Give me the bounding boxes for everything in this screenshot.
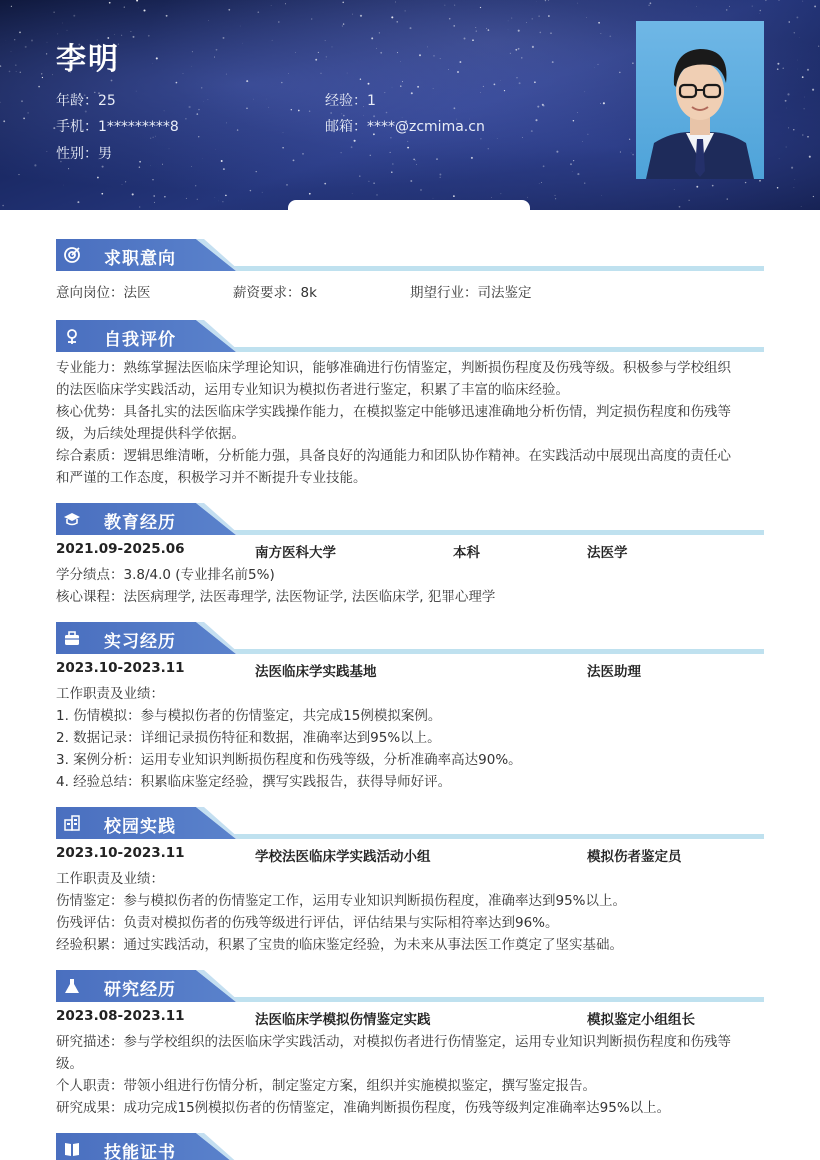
- research-details: [56, 1031, 764, 1119]
- section-header-education: [56, 503, 764, 535]
- header-notch: [288, 200, 530, 214]
- section-header-self: [56, 320, 764, 352]
- edu-date: 2021.09-2025.06: [56, 541, 185, 557]
- experience-field: 经验：1: [325, 93, 376, 109]
- section-header-campus: [56, 807, 764, 839]
- intent-salary: 薪资要求：8k: [233, 285, 317, 301]
- text-line: 学分绩点：3.8/4.0 (专业排名前5%): [56, 567, 275, 583]
- text-line: 研究成果：成功完成15例模拟伤者的伤情鉴定，准确判断损伤程度，伤残等级判定准确率达95%以上。: [56, 1100, 671, 1116]
- target-icon: [63, 246, 81, 264]
- campus-org: 学校法医临床学实践活动小组: [255, 849, 431, 865]
- text-line: 伤情鉴定：参与模拟伤者的伤情鉴定工作，运用专业知识判断损伤程度，准确率达到95%以上。: [56, 893, 627, 909]
- intent-position: 意向岗位：法医: [56, 285, 151, 301]
- research-date: 2023.08-2023.11: [56, 1008, 185, 1024]
- section-title: 技能证书: [104, 1143, 176, 1160]
- section-header-intent: [56, 239, 764, 271]
- text-line: 综合素质：逻辑思维清晰，分析能力强，具备良好的沟通能力和团队协作精神。在实践活动中展现出高度的责任心: [56, 448, 731, 464]
- self-evaluation-text: [56, 357, 764, 489]
- header-banner: [0, 0, 820, 210]
- edu-degree: 本科: [453, 545, 480, 561]
- text-line: 工作职责及业绩：: [56, 686, 164, 702]
- phone-field: 手机：1*********8: [56, 119, 179, 135]
- text-line: 级。: [56, 1056, 83, 1072]
- text-line: 伤残评估：负责对模拟伤者的伤残等级进行评估，评估结果与实际相符率达到96%。: [56, 915, 559, 931]
- flask-icon: [63, 977, 81, 995]
- text-line: 核心课程：法医病理学, 法医毒理学, 法医物证学, 法医临床学, 犯罪心理学: [56, 589, 496, 605]
- section-header-internship: [56, 622, 764, 654]
- section-title: 研究经历: [104, 980, 176, 1000]
- edu-major: 法医学: [587, 545, 628, 561]
- age-field: 年龄：25: [56, 93, 116, 109]
- intern-org: 法医临床学实践基地: [255, 664, 377, 680]
- text-line: 核心优势：具备扎实的法医临床学实践操作能力，在模拟鉴定中能够迅速准确地分析伤情，判定损伤程度和伤残等: [56, 404, 731, 420]
- text-line: 2. 数据记录：详细记录损伤特征和数据，准确率达到95%以上。: [56, 730, 441, 746]
- candidate-name: 李明: [56, 42, 120, 77]
- section-header-skills: [56, 1133, 764, 1160]
- text-line: 3. 案例分析：运用专业知识判断损伤程度和伤残等级，分析准确率高达90%。: [56, 752, 522, 768]
- intent-industry: 期望行业：司法鉴定: [410, 285, 532, 301]
- text-line: 个人职责：带领小组进行伤情分析，制定鉴定方案，组织并实施模拟鉴定，撰写鉴定报告。: [56, 1078, 596, 1094]
- edu-school: 南方医科大学: [255, 545, 336, 561]
- text-line: 1. 伤情模拟：参与模拟伤者的伤情鉴定，共完成15例模拟案例。: [56, 708, 442, 724]
- text-line: 工作职责及业绩：: [56, 871, 164, 887]
- text-line: 和严谨的工作态度，积极学习并不断提升专业技能。: [56, 470, 367, 486]
- section-header-research: [56, 970, 764, 1002]
- campus-details: [56, 868, 764, 956]
- text-line: 研究描述：参与学校组织的法医临床学实践活动，对模拟伤者进行伤情鉴定，运用专业知识判断损伤程度和伤残等: [56, 1034, 731, 1050]
- briefcase-icon: [63, 629, 81, 647]
- intern-role: 法医助理: [587, 664, 641, 680]
- text-line: 经验积累：通过实践活动，积累了宝贵的临床鉴定经验，为未来从事法医工作奠定了坚实基础。: [56, 937, 623, 953]
- section-title: 校园实践: [104, 817, 176, 837]
- research-project: 法医临床学模拟伤情鉴定实践: [255, 1012, 431, 1028]
- email-field: 邮箱：****@zcmima.cn: [325, 119, 485, 135]
- text-line: 的法医临床学实践活动，运用专业知识为模拟伤者进行鉴定，积累了丰富的临床经验。: [56, 382, 569, 398]
- building-icon: [63, 814, 81, 832]
- flower-icon: [63, 327, 81, 345]
- section-title: 教育经历: [104, 513, 176, 533]
- avatar-photo: [636, 21, 764, 179]
- text-line: 级，为后续处理提供科学依据。: [56, 426, 245, 442]
- edu-details: [56, 564, 764, 608]
- text-line: 4. 经验总结：积累临床鉴定经验，撰写实践报告，获得导师好评。: [56, 774, 452, 790]
- research-role: 模拟鉴定小组组长: [587, 1012, 695, 1028]
- campus-date: 2023.10-2023.11: [56, 845, 185, 861]
- avatar: [636, 21, 764, 179]
- text-line: 专业能力：熟练掌握法医临床学理论知识，能够准确进行伤情鉴定，判断损伤程度及伤残等级。积极参与学校组织: [56, 360, 731, 376]
- section-title: 求职意向: [104, 249, 176, 269]
- intern-date: 2023.10-2023.11: [56, 660, 185, 676]
- intern-details: [56, 683, 764, 793]
- gender-field: 性别：男: [56, 146, 112, 162]
- section-title: 实习经历: [104, 632, 176, 652]
- section-title: 自我评价: [104, 330, 176, 350]
- book-icon: [63, 1140, 81, 1158]
- campus-role: 模拟伤者鉴定员: [587, 849, 682, 865]
- graduation-cap-icon: [63, 510, 81, 528]
